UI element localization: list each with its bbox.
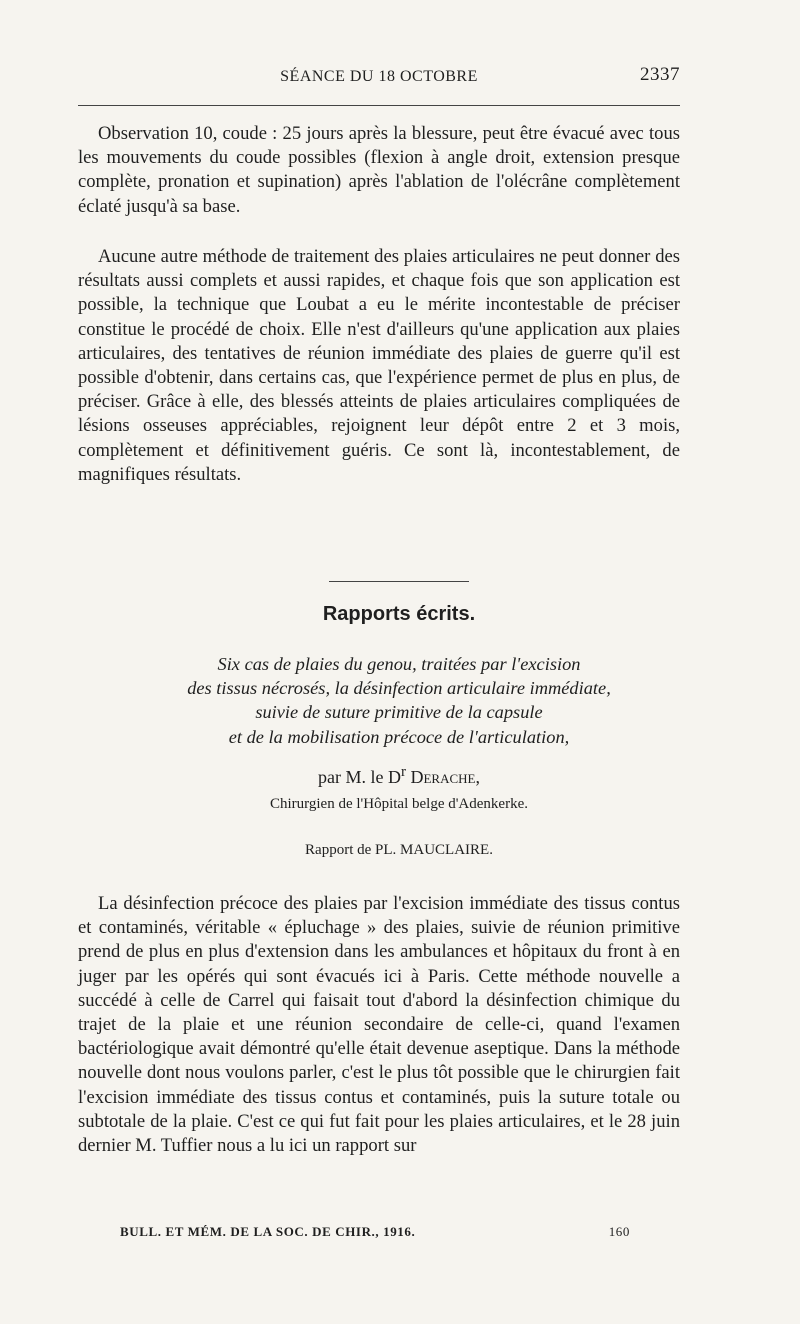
page-header [78,64,680,92]
author-prefix-superscript: r [400,764,406,780]
section-divider [329,581,469,582]
article-title [78,652,720,749]
author-affiliation: Chirurgien de l'Hôpital belge d'Adenkerke. [270,796,528,812]
footer-journal: BULL. ET MÉM. DE LA SOC. DE CHIR., 1916. [120,1224,416,1239]
footer-sheet-number: 160 [608,1224,630,1239]
paragraph-report-body: La désinfection précoce des plaies par l'excision immédiate des tissus contus et contaminés, véritable « épluchage » des plaies, suivie de réunion primitive prend de plus en plus d'extension dans les ambulances et hôpitaux du front à en juger par les opérés qui sont évacués ici à Paris. Cette méthode nouvelle a succédé à celle de Carrel qui faisait tout d'abord la désinfection chimique du trajet de la plaie et une réunion secondaire de celle-ci, quand l'examen bactériologique avait démontré qu'elle était devenue aseptique. Dans la méthode nouvelle dont nous voulons parler, c'est le plus tôt possible que le chirurgien fait l'excision immédiate des tissus contus et contaminés, puis la suture totale ou subtotale de la plaie. C'est ce qui fut fait pour les plaies articulaires, et le 28 juin dernier M. Tuffier nous a lu ici un rapport sur [78,893,680,1157]
section-heading: Rapports écrits. [322,603,476,625]
author-prefix: par M. le D [318,767,401,787]
article-title-line: des tissus nécrosés, la désinfection articulaire immédiate, [187,678,611,699]
author-name: Derache, [410,767,480,787]
running-title: SÉANCE DU 18 OCTOBRE [280,68,478,85]
header-rule [78,105,680,106]
page-number: 2337 [640,64,680,85]
article-title-line: et de la mobilisation précoce de l'articulation, [228,726,570,747]
paragraph-conclusion: Aucune autre méthode de traitement des plaies articulaires ne peut donner des résultats aussi complets et aussi rapides, et chaque fois que son application est possible, la technique que Loubat a eu le mérite incontestable de préciser constitue le procédé de choix. Elle n'est d'ailleurs qu'une application aux plaies articulaires, des tentatives de réunion immédiate des plaies de guerre qu'il est possible d'obtenir, dans certains cas, que l'expérience permet de plus en plus, de préciser. Grâce à elle, des blessés atteints de plaies articulaires compliquées de lésions osseuses appréciables, rejoignent leur dépôt entre 2 et 3 mois, complètement et définitivement guéris. Ce sont là, incontestablement, de magnifiques résultats. [78,246,680,485]
paragraph-observation: Observation 10, coude : 25 jours après la blessure, peut être évacué avec tous les mouvements du coude possibles (flexion à angle droit, extension presque complète, pronation et supination) après l'ablation de l'olécrâne complètement éclaté jusqu'à sa base. [78,123,680,217]
report-byline: Rapport de PL. MAUCLAIRE. [305,842,493,858]
article-title-line: Six cas de plaies du genou, traitées par l'excision [217,654,581,674]
article-title-line: suivie de suture primitive de la capsule [255,702,543,723]
article-author [78,764,720,788]
